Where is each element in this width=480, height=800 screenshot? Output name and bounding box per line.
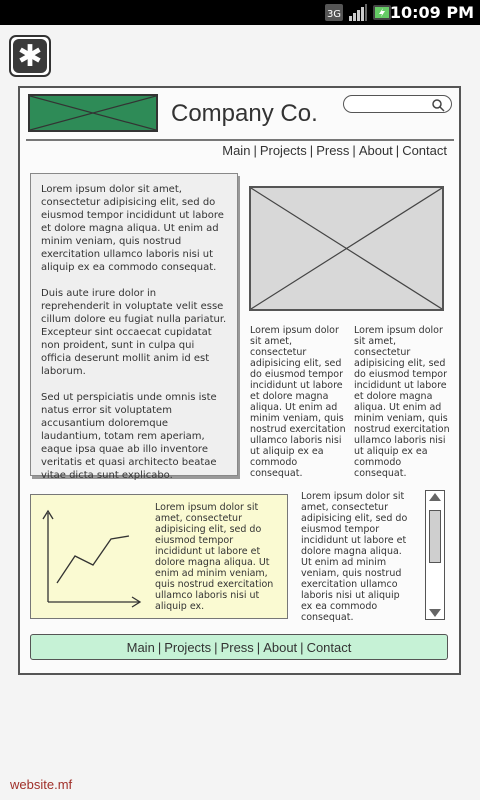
nav-separator: | (309, 143, 314, 158)
scroll-thumb[interactable] (429, 510, 441, 563)
header-divider (26, 139, 454, 141)
footer-nav-contact[interactable]: Contact (306, 640, 352, 655)
line-chart-icon (35, 498, 155, 618)
nav-main[interactable]: Main (222, 143, 251, 158)
text-column-left: Lorem ipsum dolor sit amet, consectetur adipisicing elit, sed do eiusmod tempor incididunt ut labore et dolore magna aliqua. Ut enim ad minim veniam, quis nostrud exercitation ullamco laboris nisi ut aliquip ex ea commodo consequat. (250, 325, 346, 479)
nav-separator: | (214, 640, 218, 655)
bottom-text-block: Lorem ipsum dolor sit amet, consectetur adipisicing elit, sed do eiusmod tempor incididunt ut labore et dolore magna aliqua. Ut enim ad minim veniam, quis nostrud exercitation ullamco laboris nisi ut aliquip ex ea commodo consequat. (301, 491, 408, 623)
nav-projects[interactable]: Projects (259, 143, 307, 158)
svg-text:3G: 3G (326, 9, 342, 20)
nav-separator: | (256, 640, 261, 655)
chart-panel (30, 494, 288, 619)
nav-contact[interactable]: Contact (402, 143, 447, 158)
scrollbar[interactable] (425, 490, 445, 620)
chart-panel-text: Lorem ipsum dolor sit amet, consectetur adipisicing elit, sed do eiusmod tempor incididunt ut labore et dolore magna aliqua. Ut enim ad minim veniam, quis nostrud exercitation ullamco laboris nisi ut aliquip ex. (155, 502, 274, 612)
scroll-down-icon[interactable] (429, 609, 441, 617)
footer-nav-projects[interactable]: Projects (164, 640, 212, 655)
footer-nav-about[interactable]: About (263, 640, 298, 655)
status-icons (324, 3, 392, 22)
usb-debug-icon (324, 3, 344, 22)
logo-placeholder (28, 94, 158, 132)
search-icon[interactable] (431, 97, 445, 111)
paragraph: Sed ut perspiciatis unde omnis iste natus error sit voluptatem accusantium doloremque laudantium, totam rem aperiam, eaque ipsa quae ab illo inventore veritatis et quasi architecto beatae vitae dicta sunt explicabo. (41, 392, 217, 481)
nav-separator: | (352, 143, 356, 158)
nav-separator: | (253, 143, 257, 158)
top-nav (222, 143, 447, 158)
image-placeholder (249, 186, 444, 311)
paragraph: Lorem ipsum dolor sit amet, consectetur adipisicing elit, sed do eiusmod tempor incididunt ut labore et dolore magna aliqua. Ut enim ad minim veniam, quis nostrud exercitation ullamco laboris nisi ut aliquip ex ea commodo consequat. (41, 184, 224, 273)
status-bar (0, 0, 480, 25)
footer-nav (30, 634, 448, 660)
signal-icon (348, 3, 368, 22)
nav-separator: | (395, 143, 400, 158)
left-text-panel (30, 173, 238, 481)
nav-press[interactable]: Press (316, 143, 350, 158)
nav-separator: | (300, 640, 304, 655)
status-clock: 10:09 PM (389, 3, 474, 22)
footer-nav-main[interactable]: Main (126, 640, 155, 655)
paragraph: Duis aute irure dolor in reprehenderit in voluptate velit esse cillum dolore eu fugiat nulla pariatur. Excepteur sint occaecat cupidatat non proident, sunt in culpa qui officia deserunt mollit anim id est laborum. (41, 288, 227, 377)
app-menu-button[interactable] (9, 35, 51, 77)
nav-about[interactable]: About (358, 143, 393, 158)
asterisk-icon: ✱ (13, 39, 47, 73)
company-name: Company Co. (171, 100, 318, 127)
url-label: website.mf (10, 777, 73, 792)
scroll-up-icon[interactable] (429, 493, 441, 501)
footer-nav-press[interactable]: Press (220, 640, 254, 655)
search-input[interactable] (343, 95, 452, 113)
nav-separator: | (157, 640, 162, 655)
text-column-right: Lorem ipsum dolor sit amet, consectetur adipisicing elit, sed do eiusmod tempor incididunt ut labore et dolore magna aliqua. Ut enim ad minim veniam, quis nostrud exercitation ullamco laboris nisi ut aliquip ex ea commodo consequat. (354, 325, 450, 479)
